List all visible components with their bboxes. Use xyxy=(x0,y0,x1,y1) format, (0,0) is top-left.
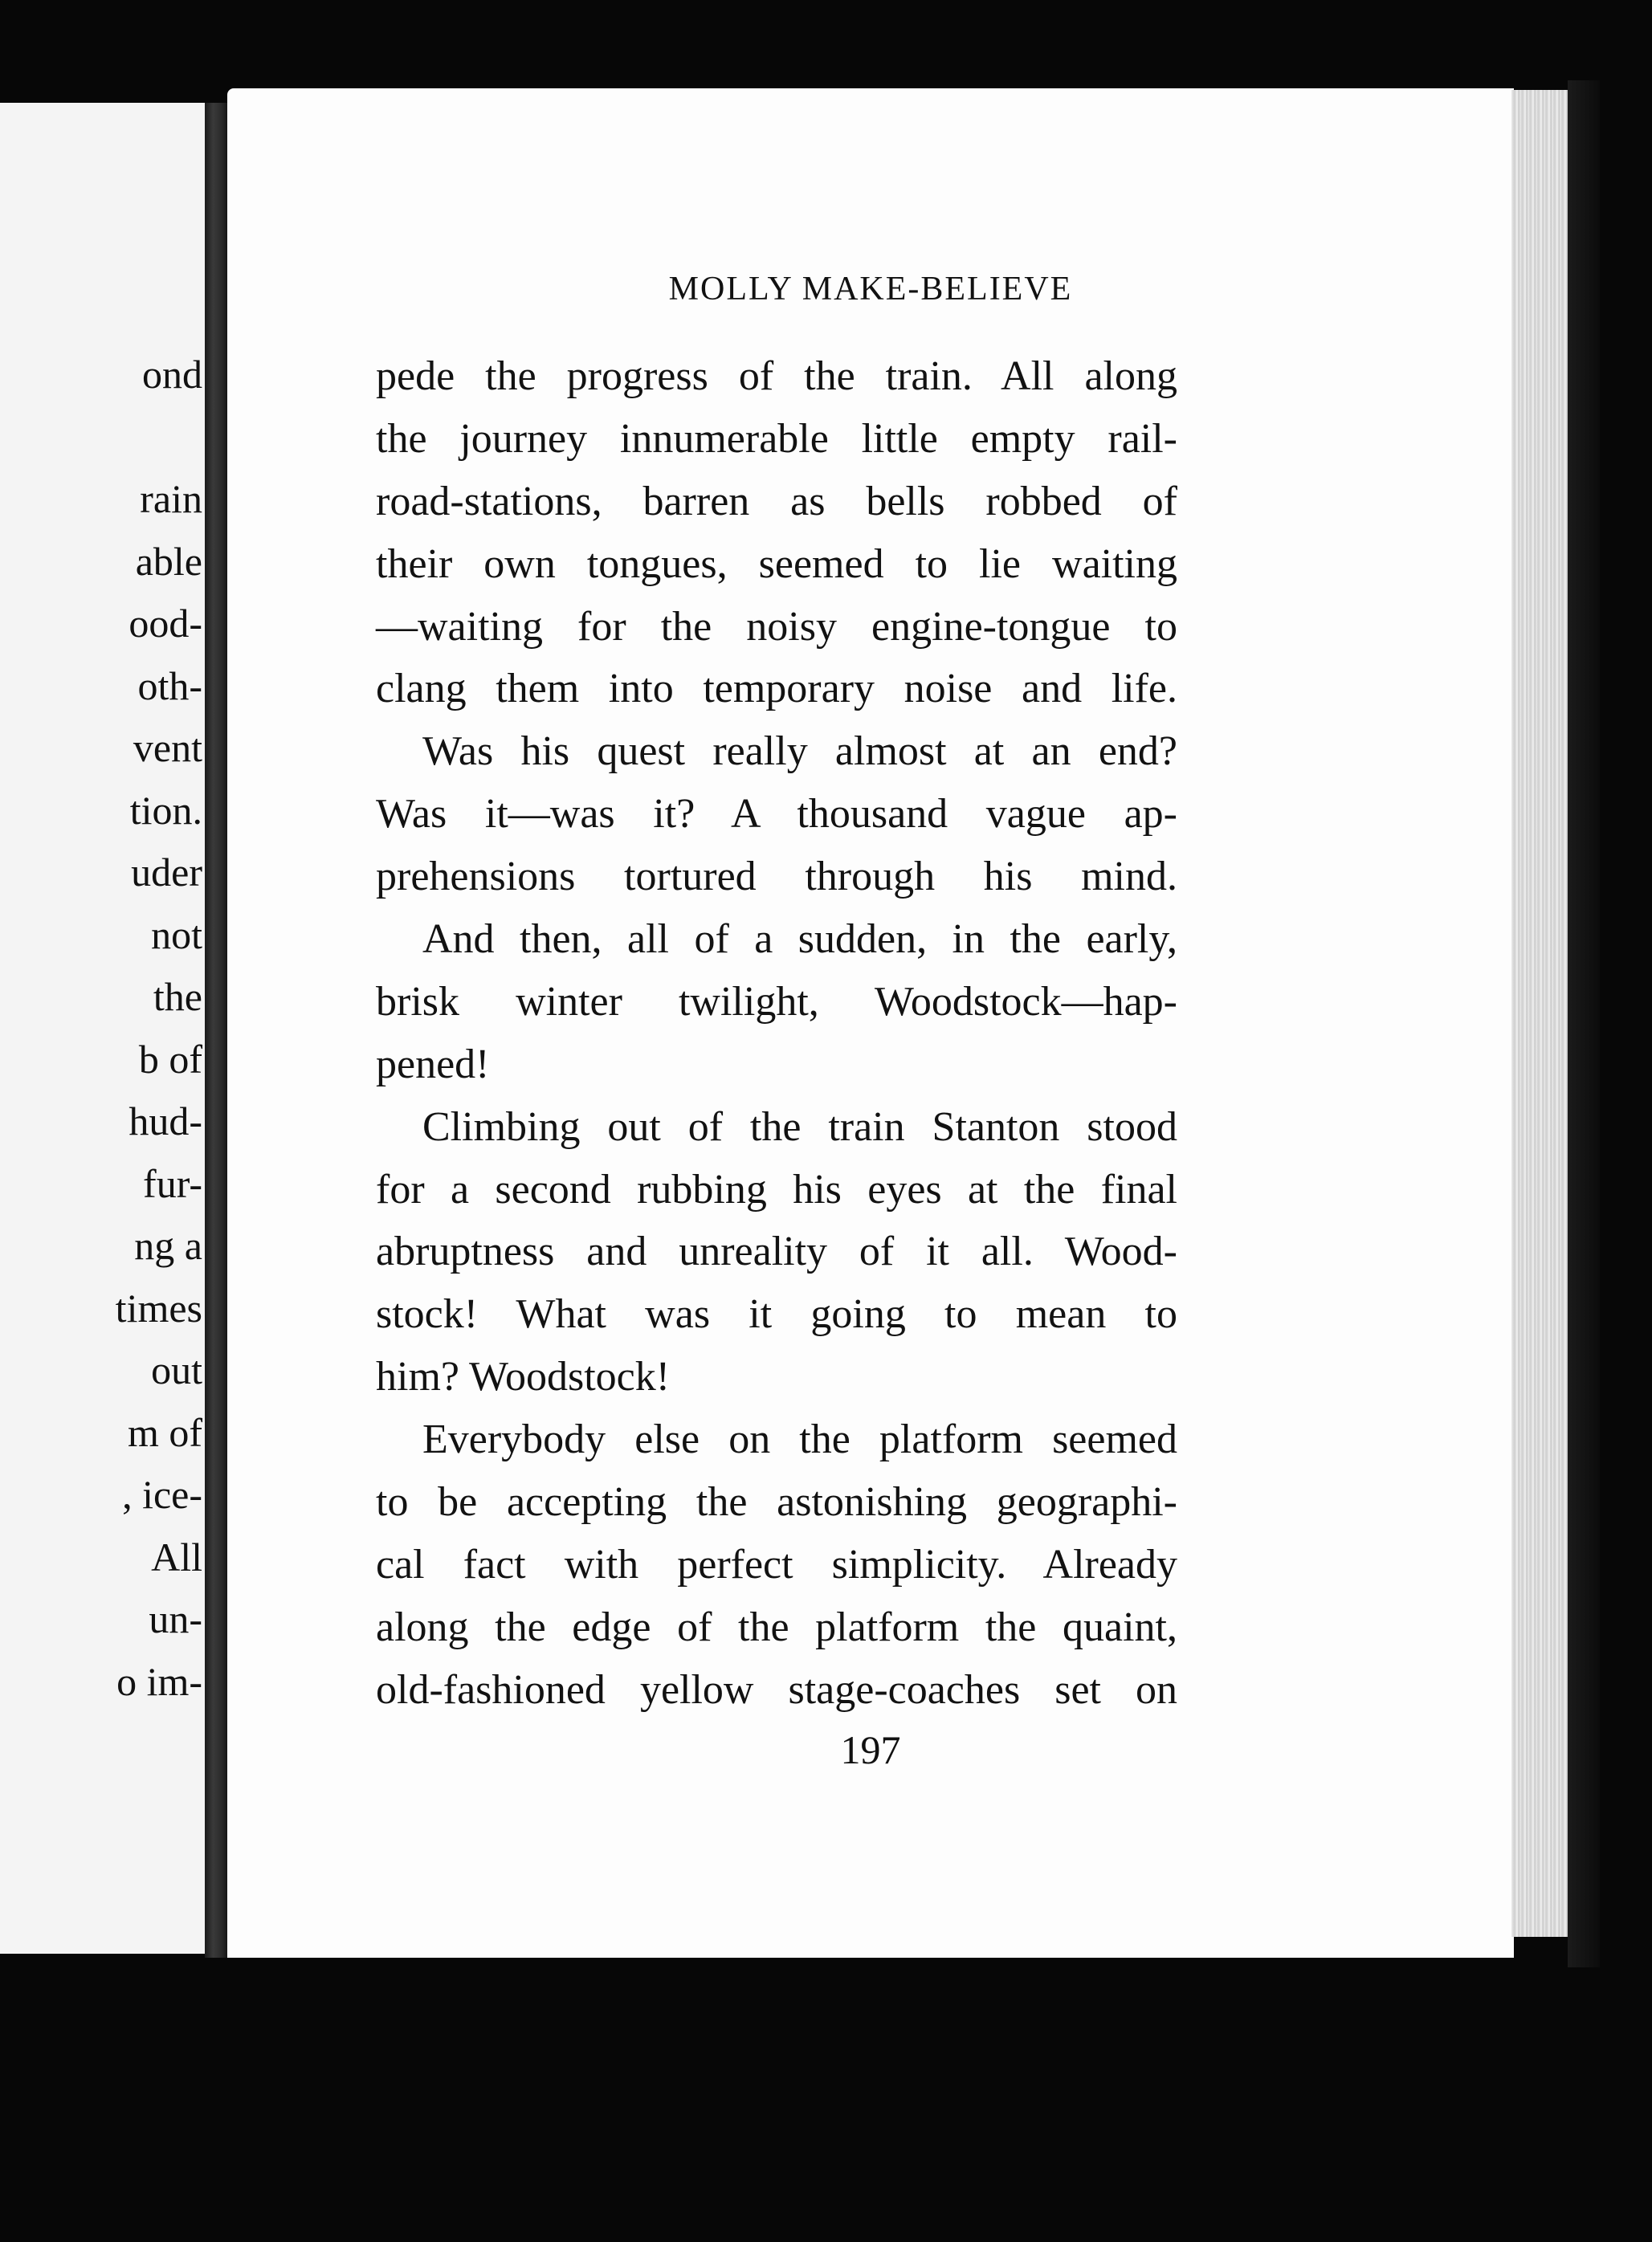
left-text-fragment: , ice- xyxy=(122,1472,202,1517)
cover-edge xyxy=(1568,80,1600,1967)
text-line: pened! xyxy=(376,1041,490,1087)
left-text-fragment: oth- xyxy=(137,662,202,708)
text-line: the journey innumerable little empty rail- xyxy=(376,415,1177,462)
left-text-fragment: out xyxy=(151,1347,202,1392)
page-number: 197 xyxy=(840,1727,901,1772)
left-text-fragment: All xyxy=(151,1534,202,1580)
left-text-fragment: tion. xyxy=(129,787,202,833)
left-text-fragment: ood- xyxy=(128,601,202,646)
text-line: abruptness and unreality of it all. Wood- xyxy=(376,1229,1177,1275)
running-head: MOLLY MAKE-BELIEVE xyxy=(668,271,1073,308)
left-text-fragment xyxy=(116,406,202,469)
left-text-fragment: ng a xyxy=(134,1223,202,1268)
text-line: stock! What was it going to mean to xyxy=(376,1291,1177,1338)
text-line: to be accepting the astonishing geographi- xyxy=(376,1479,1177,1526)
left-facing-page xyxy=(0,103,210,1954)
left-text-fragment: ond xyxy=(142,352,202,397)
text-line: And then, all of a sudden, in the early, xyxy=(422,916,1177,963)
text-line: Was his quest really almost at an end? xyxy=(422,728,1177,775)
text-line: along the edge of the platform the quaint, xyxy=(376,1604,1177,1650)
text-line: brisk winter twilight, Woodstock—hap- xyxy=(376,978,1177,1025)
left-text-fragment: the xyxy=(153,974,202,1019)
left-text-fragment: able xyxy=(135,538,202,584)
book-gutter xyxy=(205,103,229,1958)
text-line: —waiting for the noisy engine-tongue to xyxy=(376,603,1177,650)
left-text-fragment: uder xyxy=(131,850,202,895)
text-line: pede the progress of the train. All along xyxy=(376,353,1177,399)
left-text-fragment: times xyxy=(115,1285,202,1331)
body-text xyxy=(376,345,1177,1722)
text-line: prehensions tortured through his mind. xyxy=(376,854,1177,900)
left-text-fragment: b of xyxy=(138,1036,202,1082)
text-line: cal fact with perfect simplicity. Already xyxy=(376,1541,1177,1588)
text-line: for a second rubbing his eyes at the final xyxy=(376,1166,1177,1213)
left-text-fragment: fur- xyxy=(143,1160,202,1206)
left-text-fragment: not xyxy=(151,911,202,957)
left-text-fragment: m of xyxy=(127,1409,202,1455)
text-line: road-stations, barren as bells robbed of xyxy=(376,478,1177,524)
text-line: him? Woodstock! xyxy=(376,1354,671,1400)
page-edges xyxy=(1511,90,1568,1937)
text-line: their own tongues, seemed to lie waiting xyxy=(376,540,1177,587)
left-text-fragment: hud- xyxy=(128,1099,202,1143)
left-text-fragment: vent xyxy=(133,725,202,770)
text-line: Climbing out of the train Stanton stood xyxy=(422,1103,1177,1150)
text-line: Was it—was it? A thousand vague ap- xyxy=(376,791,1177,838)
left-text-fragment: o im- xyxy=(116,1658,202,1704)
left-text-fragment: rain xyxy=(140,476,202,521)
left-text-fragment: un- xyxy=(149,1596,202,1641)
text-line: Everybody else on the platform seemed xyxy=(422,1417,1177,1463)
left-page-text-fragments xyxy=(116,344,202,1713)
text-line: clang them into temporary noise and life. xyxy=(376,666,1177,712)
text-line: old-fashioned yellow stage-coaches set on xyxy=(376,1666,1177,1713)
